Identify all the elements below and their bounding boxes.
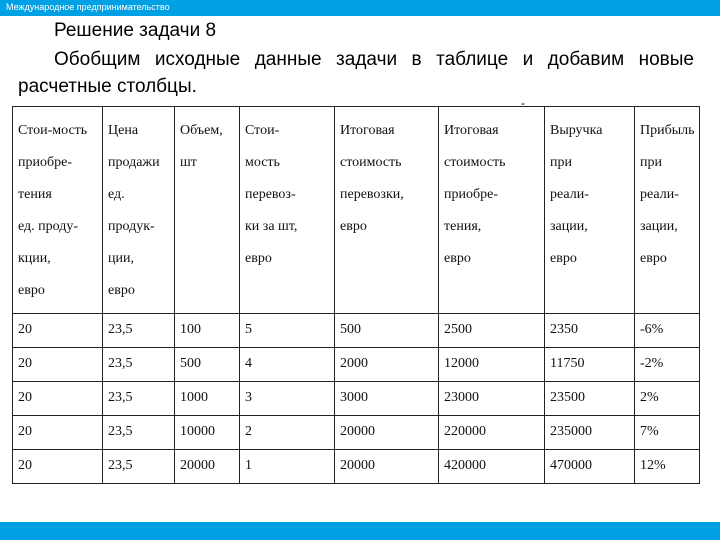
table-cell: 20000 [335, 415, 439, 449]
table-cell: 500 [175, 347, 240, 381]
column-header-line: Итоговая [340, 123, 395, 138]
column-header-line: Выручка [550, 123, 603, 138]
column-header-line: Стои-мость [18, 123, 88, 138]
table-cell: -2% [635, 347, 700, 381]
table-cell: 12000 [439, 347, 545, 381]
column-header-line: тения, [444, 219, 482, 234]
table-cell: 1 [240, 449, 335, 483]
table-cell: 220000 [439, 415, 545, 449]
column-header-line: реали- [550, 187, 589, 202]
table-row [13, 347, 700, 381]
table-cell: 4 [240, 347, 335, 381]
column-header [240, 107, 335, 314]
table-row [13, 313, 700, 347]
slide-paragraph: Обобщим исходные данные задачи в таблице и добавим новые расчетные столбцы. [18, 49, 694, 97]
column-header-line: мость [245, 155, 280, 170]
table-row [13, 415, 700, 449]
column-header [175, 107, 240, 314]
table-cell: 20 [13, 313, 103, 347]
column-header-line: евро [108, 283, 135, 298]
column-header-line: ед. проду- [18, 219, 79, 234]
table-cell: 12% [635, 449, 700, 483]
table-cell: 20 [13, 381, 103, 415]
table-cell: 1000 [175, 381, 240, 415]
column-header-line: Итоговая [444, 123, 499, 138]
column-header [635, 107, 700, 314]
table-cell: 23,5 [103, 415, 175, 449]
table-cell: 20000 [335, 449, 439, 483]
column-header-line: кции, [18, 251, 51, 266]
data-table [12, 106, 700, 484]
column-header-line: евро [640, 251, 667, 266]
table-cell: -6% [635, 313, 700, 347]
table-cell: 23,5 [103, 347, 175, 381]
column-header [103, 107, 175, 314]
column-header-line: ки за шт, [245, 219, 298, 234]
column-header-line: приобре- [444, 187, 498, 202]
table-cell: 23,5 [103, 449, 175, 483]
column-header-line: ции, [108, 251, 134, 266]
table-header-row [13, 107, 700, 314]
column-header-line: стоимость [444, 155, 506, 170]
table-cell: 5 [240, 313, 335, 347]
column-header-line: шт [180, 155, 197, 170]
table-cell: 3000 [335, 381, 439, 415]
stray-dash: - [521, 96, 525, 110]
table-row [13, 381, 700, 415]
table-row [13, 449, 700, 483]
column-header [439, 107, 545, 314]
table-cell: 20 [13, 449, 103, 483]
table-cell: 2% [635, 381, 700, 415]
table-cell: 2500 [439, 313, 545, 347]
table-cell: 11750 [545, 347, 635, 381]
table-cell: 20000 [175, 449, 240, 483]
column-header-line: евро [340, 219, 367, 234]
column-header [545, 107, 635, 314]
column-header-line: евро [550, 251, 577, 266]
column-header-line: перевозки, [340, 187, 404, 202]
column-header-line: перевоз- [245, 187, 296, 202]
column-header-line: евро [18, 283, 45, 298]
column-header-line: приобре- [18, 155, 72, 170]
table-cell: 20 [13, 347, 103, 381]
column-header-line: Стои- [245, 123, 280, 138]
table-cell: 2000 [335, 347, 439, 381]
column-header-line: евро [444, 251, 471, 266]
column-header-line: евро [245, 251, 272, 266]
column-header-line: стоимость [340, 155, 402, 170]
table-cell: 235000 [545, 415, 635, 449]
table-cell: 23,5 [103, 381, 175, 415]
org-label: Международное предпринимательство [6, 2, 170, 12]
column-header-line: продук- [108, 219, 155, 234]
column-header-line: ед. [108, 187, 125, 202]
column-header-line: Цена [108, 123, 139, 138]
column-header [335, 107, 439, 314]
column-header-line: Прибыль [640, 123, 695, 138]
table-cell: 2350 [545, 313, 635, 347]
table-cell: 2 [240, 415, 335, 449]
table-cell: 3 [240, 381, 335, 415]
table-cell: 470000 [545, 449, 635, 483]
top-bar [0, 0, 720, 16]
table-cell: 7% [635, 415, 700, 449]
column-header [13, 107, 103, 314]
table-cell: 23000 [439, 381, 545, 415]
column-header-line: тения [18, 187, 52, 202]
table-cell: 10000 [175, 415, 240, 449]
column-header-line: при [550, 155, 572, 170]
table-cell: 23,5 [103, 313, 175, 347]
column-header-line: зации, [550, 219, 588, 234]
bottom-bar [0, 522, 720, 540]
table-cell: 420000 [439, 449, 545, 483]
column-header-line: при [640, 155, 662, 170]
column-header-line: зации, [640, 219, 678, 234]
table-cell: 500 [335, 313, 439, 347]
table-cell: 100 [175, 313, 240, 347]
slide-title: Решение задачи 8 [54, 20, 217, 41]
column-header-line: продажи [108, 155, 160, 170]
column-header-line: реали- [640, 187, 679, 202]
table-cell: 20 [13, 415, 103, 449]
column-header-line: Объем, [180, 123, 223, 138]
table-cell: 23500 [545, 381, 635, 415]
